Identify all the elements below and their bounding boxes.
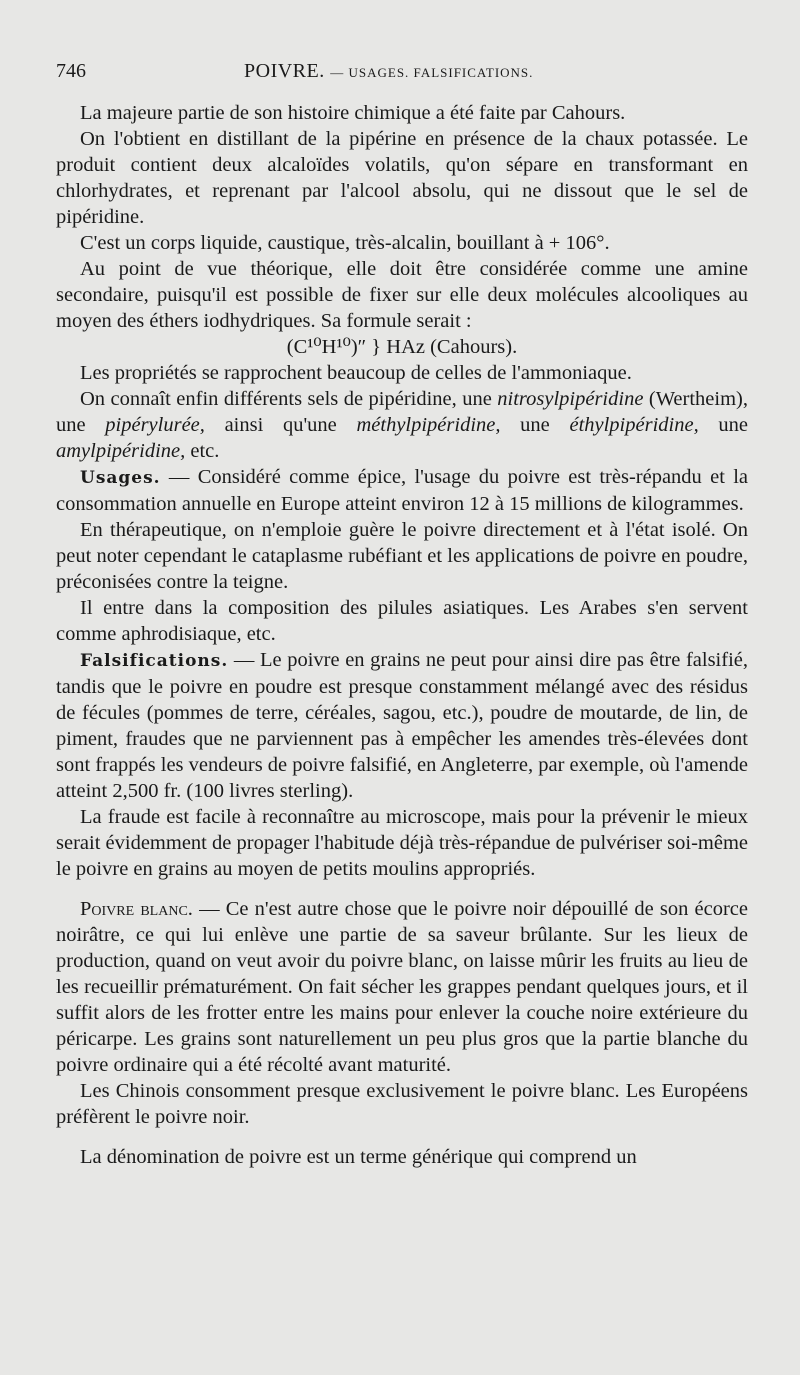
paragraph: En thérapeutique, on n'emploie guère le poivre directement et à l'état isolé. On peut noter cependant le cataplasme rubéfiant et les applications de poivre en poudre, préconisées contre la teigne. [56, 519, 748, 593]
paragraph-usages [56, 464, 748, 517]
italic-term: pipérylurée, [105, 414, 205, 436]
paragraph: Au point de vue théorique, elle doit être considérée comme une amine secondaire, puisqu'il est possible de fixer sur elle deux molécules alcooliques au moyen des éthers iodhydriques. Sa formule serait : [56, 258, 748, 332]
header-subtitle: — USAGES. FALSIFICATIONS. [330, 65, 534, 80]
running-header [56, 60, 746, 88]
text-run: ainsi qu'une [204, 414, 357, 436]
italic-term: amylpipéridine, [56, 440, 186, 462]
paragraph: La majeure partie de son histoire chimique a été faite par Cahours. [80, 102, 626, 124]
text-run: (Wertheim), une [56, 388, 748, 436]
running-title [244, 60, 533, 83]
italic-term: méthylpipéridine, [356, 414, 501, 436]
paragraph-falsifications [56, 647, 748, 804]
chemical-formula: (C¹⁰H¹⁰)″ } HAz (Cahours). [286, 336, 518, 358]
text-run: une [698, 414, 748, 436]
section-heading-falsifications: Falsifications. [80, 651, 229, 671]
paragraph-poivre-blanc [56, 896, 748, 1078]
italic-term: nitrosylpipéridine [497, 388, 644, 410]
paragraph: Les propriétés se rapprochent beaucoup de celles de l'ammoniaque. [80, 362, 632, 384]
paragraph: La fraude est facile à reconnaître au microscope, mais pour la prévenir le mieux serait évidemment de propager l'habitude déjà très-répandue de pulvériser soi-même le poivre en grains au moyen de petits moulins appropriés. [56, 806, 748, 880]
italic-term: éthylpipéridine, [569, 414, 699, 436]
text-run: On connaît enfin différents sels de pipéridine, une [80, 388, 498, 410]
text-run: — Ce n'est autre chose que le poivre noir dépouillé de son écorce noirâtre, ce qui lui enlève une partie de sa saveur brûlante. Sur les lieux de production, quand on veut avoir du poivre blanc, on laisse mûrir les fruits au lieu de les recueillir prématurément. On fait sécher les grappes pendant quelques jours, et il suffit alors de les frotter entre les mains pour enlever la couche noire extérieure du péricarpe. Les grains sont naturellement un peu plus gros que la partie blanche du poivre ordinaire qui a été récolté avant maturité. [56, 898, 749, 1076]
text-run: — Considéré comme épice, l'usage du poivre est très-répandu et la consommation annuelle en Europe atteint environ 12 à 15 millions de kilogrammes. [56, 466, 748, 515]
header-title: POIVRE. [244, 60, 325, 82]
section-heading-poivre-blanc: Poivre blanc. [80, 898, 193, 920]
paragraph: La dénomination de poivre est un terme générique qui comprend un [80, 1146, 637, 1168]
paragraph: Les Chinois consomment presque exclusivement le poivre blanc. Les Européens préfèrent le poivre noir. [56, 1080, 748, 1128]
text-run: — Le poivre en grains ne peut pour ainsi dire pas être falsifié, tandis que le poivre en poudre est presque constamment mélangé avec des résidus de fécules (pommes de terre, céréales, sagou, etc.), poudre de moutarde, de lin, de piment, fraudes que ne parviennent pas à empêcher les amendes très-élevées dont sont frappés les vendeurs de poivre falsifié, en Angleterre, par exemple, où l'amende atteint 2,500 fr. (100 livres sterling). [56, 649, 748, 802]
paragraph-salts [56, 386, 748, 464]
section-heading-usages: Usages. [80, 468, 161, 488]
page-body [56, 100, 748, 1170]
page-number: 746 [56, 60, 86, 82]
paragraph: C'est un corps liquide, caustique, très-alcalin, bouillant à + 106°. [80, 232, 610, 254]
paragraph: On l'obtient en distillant de la pipérine en présence de la chaux potassée. Le produit contient deux alcaloïdes volatils, qu'on sépare en transformant en chlorhydrates, et reprenant par l'alcool absolu, qui ne dissout que le sel de pipéridine. [56, 128, 748, 228]
text-run: une [500, 414, 570, 436]
paragraph: Il entre dans la composition des pilules asiatiques. Les Arabes s'en servent comme aphrodisiaque, etc. [56, 597, 748, 645]
text-run: etc. [185, 440, 220, 462]
